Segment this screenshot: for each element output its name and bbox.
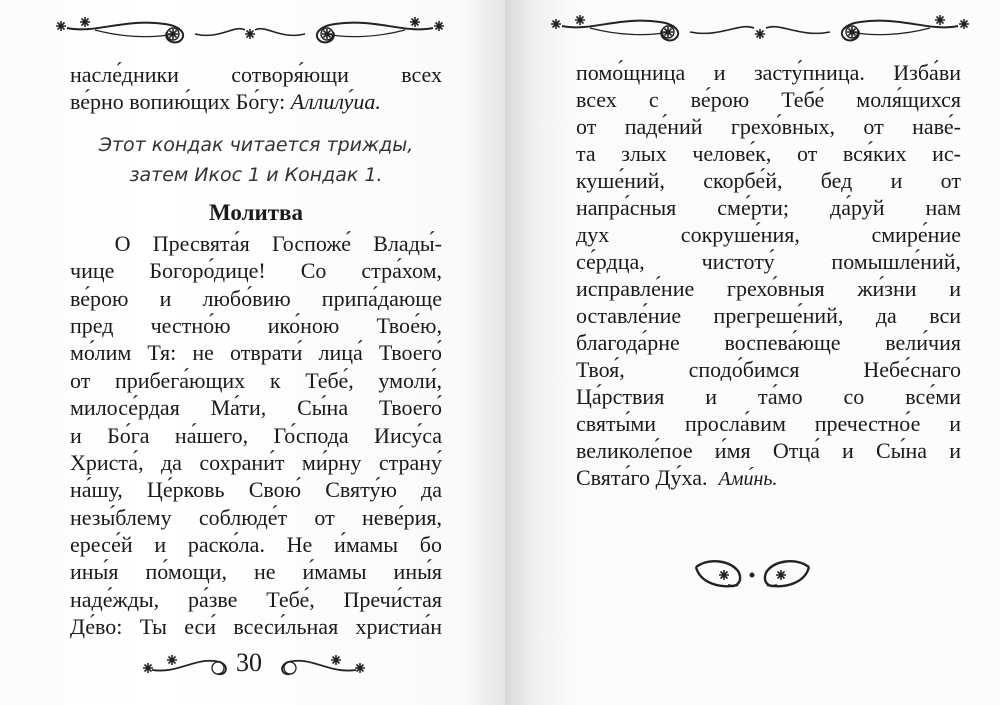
text-line: великоле́пое и́мя Отца́ и Сы́на и (576, 438, 961, 463)
prayer-heading: Молитва (209, 199, 303, 225)
text-line: исправле́ние грехо́вныя жи́зни и (576, 276, 961, 301)
text-line: та злых челове́к, от вся́ких ис- (576, 141, 961, 166)
text-line: насле́дники сотворя́ющи всех (70, 62, 442, 87)
text-line: ины́я по́мощи, не и́мамы ины́я (70, 559, 442, 585)
text-line: куше́ний, скорбе́й, бед и от (576, 168, 961, 193)
left-text-column (70, 61, 442, 641)
text-line: ересе́й и раско́ла. Не и́мамы бо (70, 532, 442, 558)
page-number: 30 (236, 648, 262, 677)
text-line: помо́щница и засту́пница. Изба́ви (576, 60, 961, 85)
text-line (576, 464, 961, 491)
end-ornament (690, 555, 815, 595)
text-line: О Пресвята́я Госпоже́ Влады́- (70, 230, 442, 256)
text-line: от прибега́ющих к Тебе́, умоли́, (70, 367, 442, 393)
text-line: оставле́ние прегреше́ний, да вси (576, 303, 961, 328)
alleluia: Аллилу́иа. (290, 89, 381, 115)
amen: Ами́нь. (718, 468, 778, 490)
top-ornament (550, 8, 970, 50)
text-line: всех с ве́рою Тебе́ моля́щихся (576, 87, 961, 112)
prayer-text (70, 230, 442, 641)
text-line: Твоя́, сподо́бимся Небе́снаго (576, 357, 961, 382)
top-ornament (55, 10, 445, 52)
prayer-continuation (576, 59, 961, 464)
text-line: Ца́рствия и та́мо со все́ми (576, 384, 961, 409)
text-line: ве́рою и любо́вию припа́дающе (70, 285, 442, 311)
right-page (505, 0, 1000, 705)
text-line: напра́сныя сме́рти; да́руй нам (576, 195, 961, 220)
text-line: и Бо́га на́шего, Го́спода Иису́са (70, 422, 442, 448)
text-line: милосе́рдая Ма́ти, Сы́на Твоего́ (70, 395, 442, 421)
text-line: Де́во: Ты еси́ всеси́льная христиа́н (70, 614, 442, 640)
text-line: пред честно́ю ико́ною Твое́ю, (70, 312, 442, 338)
text-line: мо́лим Тя: не отврати́ лица́ Твоего́ (70, 340, 442, 366)
text-line: дух сокруше́ния, смире́ние (576, 222, 961, 247)
bottom-ornament-right (278, 650, 368, 680)
text-fragment: ве́рно вопию́щих Бо́гу: (70, 89, 286, 115)
text-line: благода́рне воспева́юще вели́чия (576, 330, 961, 355)
text-fragment: Свята́го Ду́ха. (576, 465, 708, 490)
text-line: Христа́, да сохрани́т ми́рну страну́ (70, 449, 442, 475)
right-text-column (576, 59, 961, 491)
rubric-note-line: затем Икос 1 и Кондак 1. (129, 163, 383, 186)
text-line: чице Богоро́дице! Со стра́хом, (70, 258, 442, 284)
text-line: от паде́ний грехо́вных, от наве́- (576, 114, 961, 139)
bottom-ornament-left (140, 650, 230, 680)
rubric-note-line: Этот кондак читается трижды, (98, 133, 414, 156)
text-line: святы́ми просла́вим пречестно́е и (576, 411, 961, 436)
text-line: наде́жды, ра́зве Тебе́, Пречи́стая (70, 586, 442, 612)
text-line (70, 88, 442, 115)
text-line: на́шу, Це́рковь Свою́ Святу́ю да (70, 477, 442, 503)
text-line: се́рдца, чистоту́ помышле́ний, (576, 249, 961, 274)
text-line: незы́блему соблюде́т от неве́рия, (70, 504, 442, 530)
